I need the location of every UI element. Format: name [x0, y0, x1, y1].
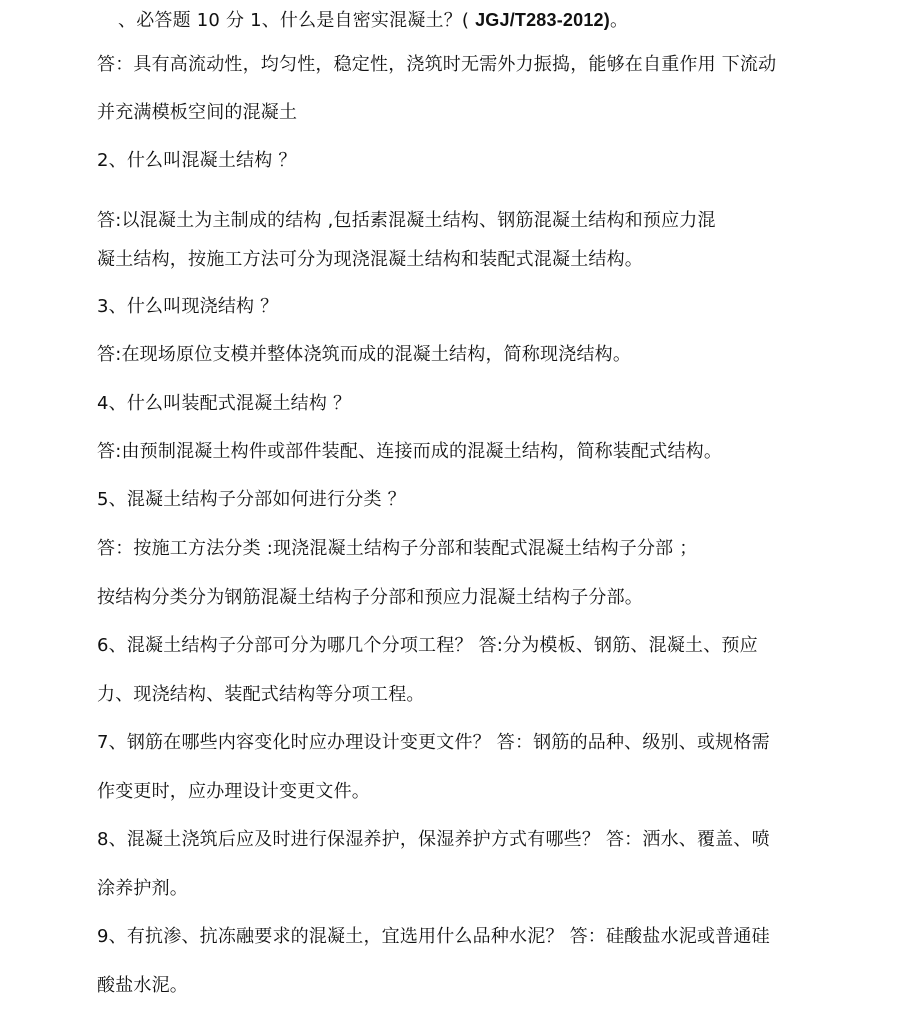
question-6-line-2: 力、现浇结构、装配式结构等分项工程。	[97, 684, 425, 705]
question-9-line-1: 9、有抗渗、抗冻融要求的混凝土，宜选用什么品种水泥？ 答：硅酸盐水泥或普通硅	[97, 926, 770, 947]
question-3: 3、什么叫现浇结构 ？	[97, 296, 279, 317]
question-9-line-2: 酸盐水泥。	[97, 975, 188, 996]
question-7-line-2: 作变更时，应办理设计变更文件。	[97, 781, 370, 802]
answer-2-line-1: 答:以混凝土为主制成的结构 ,包括素混凝土结构、钢筋混凝土结构和预应力混	[97, 210, 716, 231]
question-5: 5、混凝土结构子分部如何进行分类 ？	[97, 489, 406, 510]
intro-prefix: 、必答题 10 分 1、什么是自密实混凝土？(	[118, 10, 470, 31]
intro-line	[118, 8, 628, 33]
answer-1-line-1: 答：具有高流动性，均匀性，稳定性，浇筑时无需外力振捣，能够在自重作用 下流动	[97, 54, 777, 75]
question-6-line-1: 6、混凝土结构子分部可分为哪几个分项工程？ 答:分为模板、钢筋、混凝土、预应	[97, 635, 758, 656]
question-8-line-1: 8、混凝土浇筑后应及时进行保湿养护，保湿养护方式有哪些？ 答：洒水、覆盖、喷	[97, 829, 770, 850]
answer-1-line-2: 并充满模板空间的混凝土	[97, 102, 298, 123]
answer-3: 答:在现场原位支模并整体浇筑而成的混凝土结构，简称现浇结构。	[97, 344, 632, 365]
answer-5-line-2: 按结构分类分为钢筋混凝土结构子分部和预应力混凝土结构子分部。	[97, 587, 643, 608]
question-7-line-1: 7、钢筋在哪些内容变化时应办理设计变更文件？ 答：钢筋的品种、级别、或规格需	[97, 732, 770, 753]
answer-2-line-2: 凝土结构，按施工方法可分为现浇混凝土结构和装配式混凝土结构。	[97, 249, 643, 270]
question-8-line-2: 涂养护剂。	[97, 878, 188, 899]
intro-suffix: 。	[609, 10, 629, 31]
answer-5-line-1: 答：按施工方法分类 :现浇混凝土结构子分部和装配式混凝土结构子分部 ；	[97, 538, 698, 559]
answer-4: 答:由预制混凝土构件或部件装配、连接而成的混凝土结构，简称装配式结构。	[97, 441, 723, 462]
standard-code: JGJ/T283-2012)	[475, 10, 610, 30]
question-2: 2、什么叫混凝土结构 ？	[97, 150, 297, 171]
question-4: 4、什么叫装配式混凝土结构 ？	[97, 393, 352, 414]
